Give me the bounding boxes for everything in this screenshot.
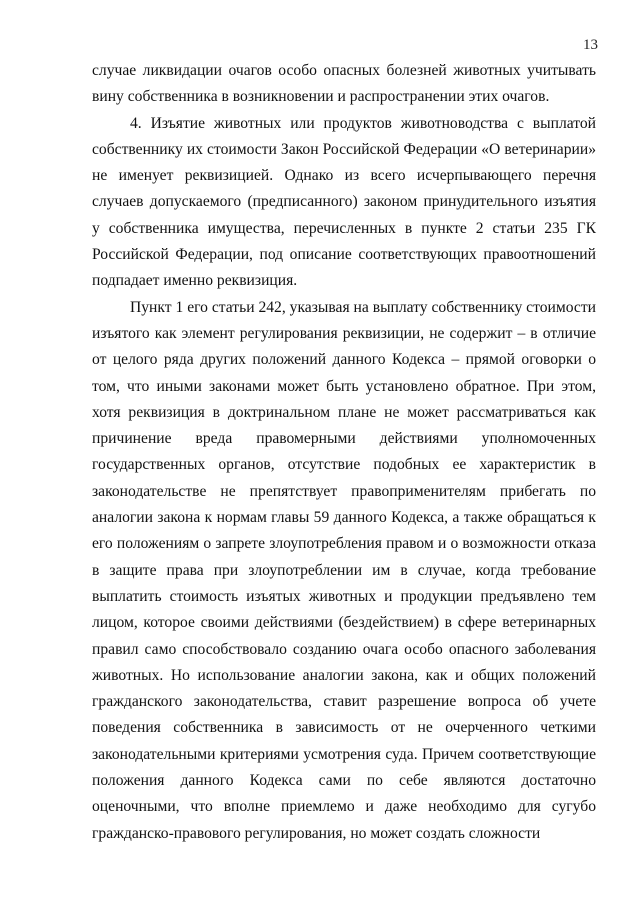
paragraph-article-242: Пункт 1 его статьи 242, указывая на выплату собственнику стоимости изъятого как элемент регулирования реквизиции, не содержит – в отличие от целого ряда других положений данного Кодекса – прямой оговорки о том, что иными законами может быть установлено обратное. При этом, хотя реквизиция в доктринальном плане не может рассматриваться как причинение вреда правомерными действиями уполномоченных государственных органов, отсутствие подобных ее характеристик в законодательстве не препятствует правоприменителям прибегать по аналогии закона к нормам главы 59 данного Кодекса, а также обращаться к его положениям о запрете злоупотребления правом и о возможности отказа в защите права при злоупотреблении им в случае, когда требование выплатить стоимость изъятых животных и продукции предъявлено тем лицом, которое своими действиями (бездействием) в сфере ветеринарных правил само способствовало созданию очага особо опасного заболевания животных. Но использование аналогии закона, как и общих положений гражданского законодательства, ставит разрешение вопроса об учете поведения собственника в зависимость от не очерченного четкими законодательными критериями усмотрения суда. Причем соответствующие положения данного Кодекса сами по себе являются достаточно оценочными, что вполне приемлемо и даже необходимо для сугубо гражданско-правового регулирования, но может создать сложности (92, 298, 596, 842)
page-number: 13 (583, 37, 598, 53)
paragraph-item-4: 4. Изъятие животных или продуктов животноводства с выплатой собственнику их стоимости Закон Российской Федерации «О ветеринарии» не именует реквизицией. Однако из всего исчерпывающего перечня случаев допускаемого (предписанного) законом принудительного изъятия у собственника имущества, перечисленных в пункте 2 статьи 235 ГК Российской Федерации, под описание соответствующих правоотношений подпадает именно реквизиция. (92, 114, 596, 290)
paragraph-continuation: случае ликвидации очагов особо опасных болезней животных учитывать вину собственника в возникновении и распространении этих очагов. (92, 62, 596, 106)
body-text (92, 58, 596, 847)
